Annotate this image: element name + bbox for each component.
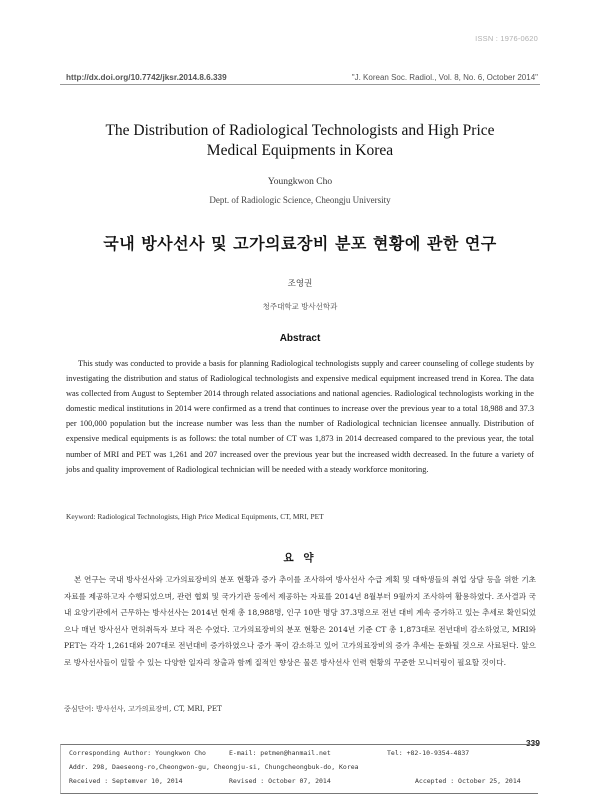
korean-summary-heading: 요 약 bbox=[283, 552, 317, 564]
english-title-line-2: Medical Equipments in Korea bbox=[206, 142, 394, 159]
corresponding-author: Corresponding Author: Youngkwon Cho bbox=[69, 749, 206, 757]
english-title bbox=[60, 121, 540, 161]
english-title-line-1: The Distribution of Radiological Technologists and High Price bbox=[105, 122, 495, 139]
english-keywords: Keyword: Radiological Technologists, High Price Medical Equipments, CT, MRI, PET bbox=[66, 512, 324, 521]
english-author: Youngkwon Cho bbox=[267, 177, 333, 187]
abstract-body: This study was conducted to provide a basis for planning Radiological technologists supply and career counseling of college students by investigating the distribution and status of Radiological technologists and expensive medical equipment increased trend in Korea. The data was collected from August to September 2014 through related associations and national agencies. Radiological technologists working in the domestic medical institutions in 2014 were confirmed as a trend that continues to increase over the previous year to a total 18,988 and 37.3 per 100,000 population but the increase number was less than the number of Radiological technician licensee annually. Distribution of expensive medical equipments is as follows: the total number of CT was 1,873 in 2014 decreased compared to the previous year, the total number of MRI and PET was 1,261 and 207 increased over the previous year but the increased width decreased. In the future a variety of jobs and quality improvement of Radiological technician will be needed with a steady workforce monitoring. bbox=[66, 359, 534, 474]
received-date: Received : Septemver 10, 2014 bbox=[69, 777, 183, 785]
korean-affiliation: 청주대학교 방사선학과 bbox=[262, 302, 338, 311]
abstract-heading: Abstract bbox=[279, 333, 321, 344]
korean-author: 조영권 bbox=[287, 279, 313, 289]
page-number: 339 bbox=[525, 738, 540, 748]
korean-keywords: 중심단어: 방사선사, 고가의료장비, CT, MRI, PET bbox=[64, 704, 222, 713]
korean-summary-body: 본 연구는 국내 방사선사와 고가의료장비의 분포 현황과 증가 추이를 조사하여 방사선사 수급 계획 및 대학생들의 취업 상담 등을 위한 기초자료를 제공하고자 수행되었으며, 관련 협회 및 국가기관 등에서 제공하는 자료를 2014년 8월부터 9월까지 조사하여 활용하였다. 조사결과 국내 요양기관에서 근무하는 방사선사는 2014년 현재 총 18,988명, 인구 10만 명당 37.3명으로 전년 대비 계속 증가하고 있는 추세로 확인되었으나 매년 방사선사 면허취득자 보다 적은 수였다. 고가의료장비의 분포 현황은 2014년 기준 CT 총 1,873대로 전년대비 감소하였고, MRI와 PET는 각각 1,261대와 207대로 전년대비 증가하였으나 증가 폭이 감소하고 있어 고가의료장비의 증가 추세는 둔화될 것으로 사료된다. 앞으로 방사선사들이 일할 수 있는 다양한 일자리 창출과 함께 질적인 향상은 물론 방사선사 인력 현황의 꾸준한 모니터링이 필요할 것이다. bbox=[64, 575, 536, 667]
revised-date: Revised : October 07, 2014 bbox=[229, 777, 331, 785]
correspondence-box bbox=[60, 744, 538, 794]
email-address[interactable]: E-mail: petmen@hanmail.net bbox=[229, 749, 331, 757]
korean-title: 국내 방사선사 및 고가의료장비 분포 현황에 관한 연구 bbox=[103, 234, 497, 253]
footer-address: Addr. 298, Daeseong-ro,Cheongwon-gu, Cheongju-si, Chungcheongbuk-do, Korea bbox=[69, 763, 359, 771]
english-affiliation: Dept. of Radiologic Science, Cheongju University bbox=[209, 195, 391, 205]
doi-link[interactable]: http://dx.doi.org/10.7742/jksr.2014.8.6.339 bbox=[66, 73, 227, 82]
accepted-date: Accepted : October 25, 2014 bbox=[415, 777, 521, 785]
header-divider bbox=[60, 84, 540, 85]
telephone: Tel: +82-10-9354-4837 bbox=[387, 749, 470, 757]
issn-label: ISSN : 1976-0620 bbox=[475, 34, 538, 43]
journal-reference: "J. Korean Soc. Radiol., Vol. 8, No. 6, October 2014" bbox=[351, 73, 538, 82]
